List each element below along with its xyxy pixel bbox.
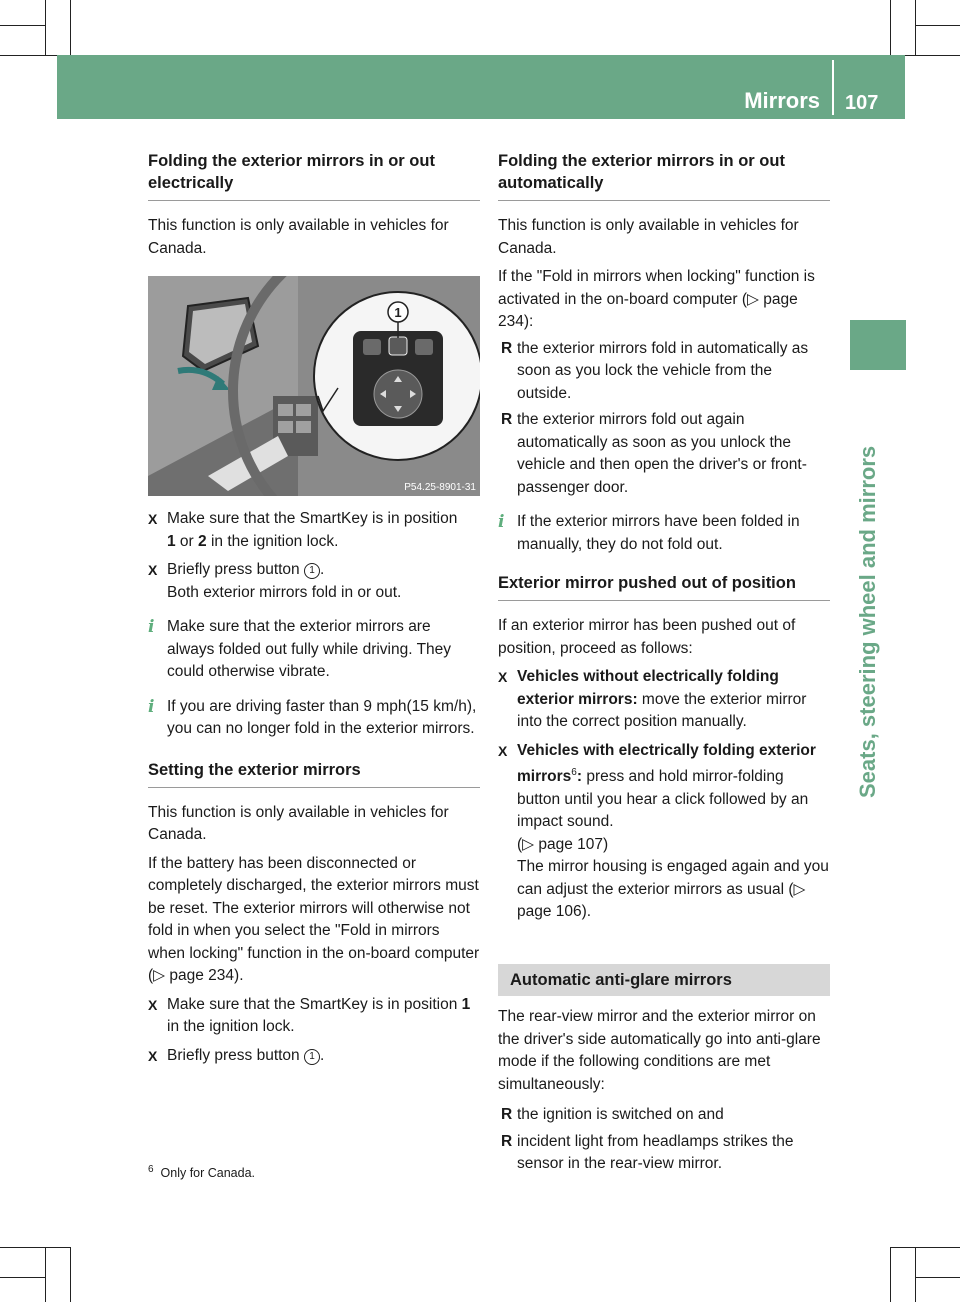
crop-mark xyxy=(45,1247,46,1302)
bullet-icon: R xyxy=(501,339,513,357)
instruction-step: X Briefly press button 1 . Both exterior mirrors fold in or out. xyxy=(148,559,480,604)
left-column xyxy=(148,150,480,1067)
section-heading: Exterior mirror pushed out of position xyxy=(498,572,830,601)
crop-mark xyxy=(70,1247,71,1302)
bullet-icon: R xyxy=(501,1132,513,1150)
right-column xyxy=(498,150,830,1176)
photo-label: P54.25-8901-31 xyxy=(404,482,476,493)
section-heading: Folding the exterior mirrors in or out automatically xyxy=(498,150,830,201)
info-note: i If you are driving faster than 9 mph(15 km/h), you can no longer fold in the exterior mirrors. xyxy=(148,696,477,737)
info-icon: i xyxy=(498,512,505,532)
section-tab-marker xyxy=(850,320,906,370)
footnote-number: 6 xyxy=(148,1164,154,1175)
crop-mark xyxy=(915,1277,960,1278)
bullet-icon: R xyxy=(501,1106,513,1124)
instruction-step: X Make sure that the SmartKey is in position 1 in the ignition lock. xyxy=(148,995,471,1035)
door-panel-illustration xyxy=(148,276,480,496)
button-1-icon: 1 xyxy=(304,563,320,579)
page-number: 107 xyxy=(845,92,879,114)
footnote xyxy=(148,1164,255,1180)
instruction-step: X Briefly press button 1 . xyxy=(148,1045,480,1068)
footnote-text: Only for Canada. xyxy=(160,1166,256,1181)
paragraph: This function is only available in vehicles for Canada. xyxy=(148,217,449,257)
crop-mark xyxy=(0,25,45,26)
footnote-ref[interactable]: 6 xyxy=(571,767,577,778)
instruction-step: X Make sure that the SmartKey is in position 1 or 2 in the ignition lock. xyxy=(148,510,458,550)
paragraph: If the battery has been disconnected or completely discharged, the exterior mirrors must be reset. The exterior mirrors will otherwise not fold in when you select the "Fold in mirrors when locking" function in the on-board computer (▷ page 234). xyxy=(148,854,480,984)
info-note: i If the exterior mirrors have been folded in manually, they do not fold out. xyxy=(498,512,800,553)
instruction-step: X Vehicles with electrically folding exterior mirrors$^6$: press and hold mirror-folding button until you hear a click followed by an impact sound. (▷ page 107) The mirror housing is engaged again and you can adjust the exterior mirrors as usual (▷ page 106). xyxy=(498,740,830,924)
instruction-step: X Vehicles without electrically folding exterior mirrors: move the exterior mirror into the correct position manually. xyxy=(498,668,807,730)
list-item: R the exterior mirrors fold out again automatically as soon as you unlock the vehicle and then open the driver's or front-passenger door. xyxy=(501,411,807,496)
info-icon: i xyxy=(148,696,155,717)
step-result: Both exterior mirrors fold in or out. xyxy=(167,583,402,601)
list-item: R the exterior mirrors fold in automatically as soon as you lock the vehicle from the outside. xyxy=(501,339,809,402)
section-heading: Folding the exterior mirrors in or out electrically xyxy=(148,150,480,201)
crop-mark xyxy=(45,0,46,55)
step-arrow-icon: X xyxy=(148,996,158,1013)
section-tab-label: Seats, steering wheel and mirrors xyxy=(855,445,880,798)
header-divider xyxy=(832,60,834,115)
step-arrow-icon: X xyxy=(498,742,508,759)
bullet-icon: R xyxy=(501,411,513,428)
list-item: R the ignition is switched on and xyxy=(498,1104,830,1127)
subsection-heading: Automatic anti-glare mirrors xyxy=(498,964,830,997)
crop-mark xyxy=(890,1247,960,1248)
paragraph: This function is only available in vehicles for Canada. xyxy=(498,217,799,257)
paragraph: If the "Fold in mirrors when locking" function is activated in the on-board computer (▷ page 234): xyxy=(498,268,815,330)
crop-mark xyxy=(890,1247,891,1302)
step-result: The mirror housing is engaged again and you can adjust the exterior mirrors as usual (▷ page 106). xyxy=(517,858,829,921)
button-1-icon: 1 xyxy=(304,1049,320,1065)
crop-mark xyxy=(915,25,960,26)
page-reference[interactable]: (▷ page 107) xyxy=(517,835,609,853)
crop-mark xyxy=(70,0,71,55)
paragraph: If an exterior mirror has been pushed out of position, proceed as follows: xyxy=(498,617,796,657)
page-header-title: Mirrors xyxy=(744,88,820,113)
crop-mark xyxy=(915,1247,916,1302)
step-arrow-icon: X xyxy=(148,1047,158,1064)
step-arrow-icon: X xyxy=(498,669,508,685)
step-arrow-icon: X xyxy=(148,511,158,527)
info-icon: i xyxy=(148,617,155,637)
section-heading: Setting the exterior mirrors xyxy=(148,759,480,788)
paragraph: The rear-view mirror and the exterior mirror on the driver's side automatically go into anti-glare mode if the following conditions are met simultaneously: xyxy=(498,1008,821,1093)
mirror-switch-photo xyxy=(148,276,480,496)
paragraph: This function is only available in vehicles for Canada. xyxy=(148,803,449,843)
crop-mark xyxy=(0,1247,70,1248)
crop-mark xyxy=(890,0,891,55)
list-item: R incident light from headlamps strikes the sensor in the rear-view mirror. xyxy=(501,1132,794,1173)
step-arrow-icon: X xyxy=(148,562,158,578)
crop-mark xyxy=(0,1277,45,1278)
callout-number: 1 xyxy=(394,305,402,320)
crop-mark xyxy=(915,0,916,55)
info-note: i Make sure that the exterior mirrors are always folded out fully while driving. They could otherwise vibrate. xyxy=(148,617,452,680)
